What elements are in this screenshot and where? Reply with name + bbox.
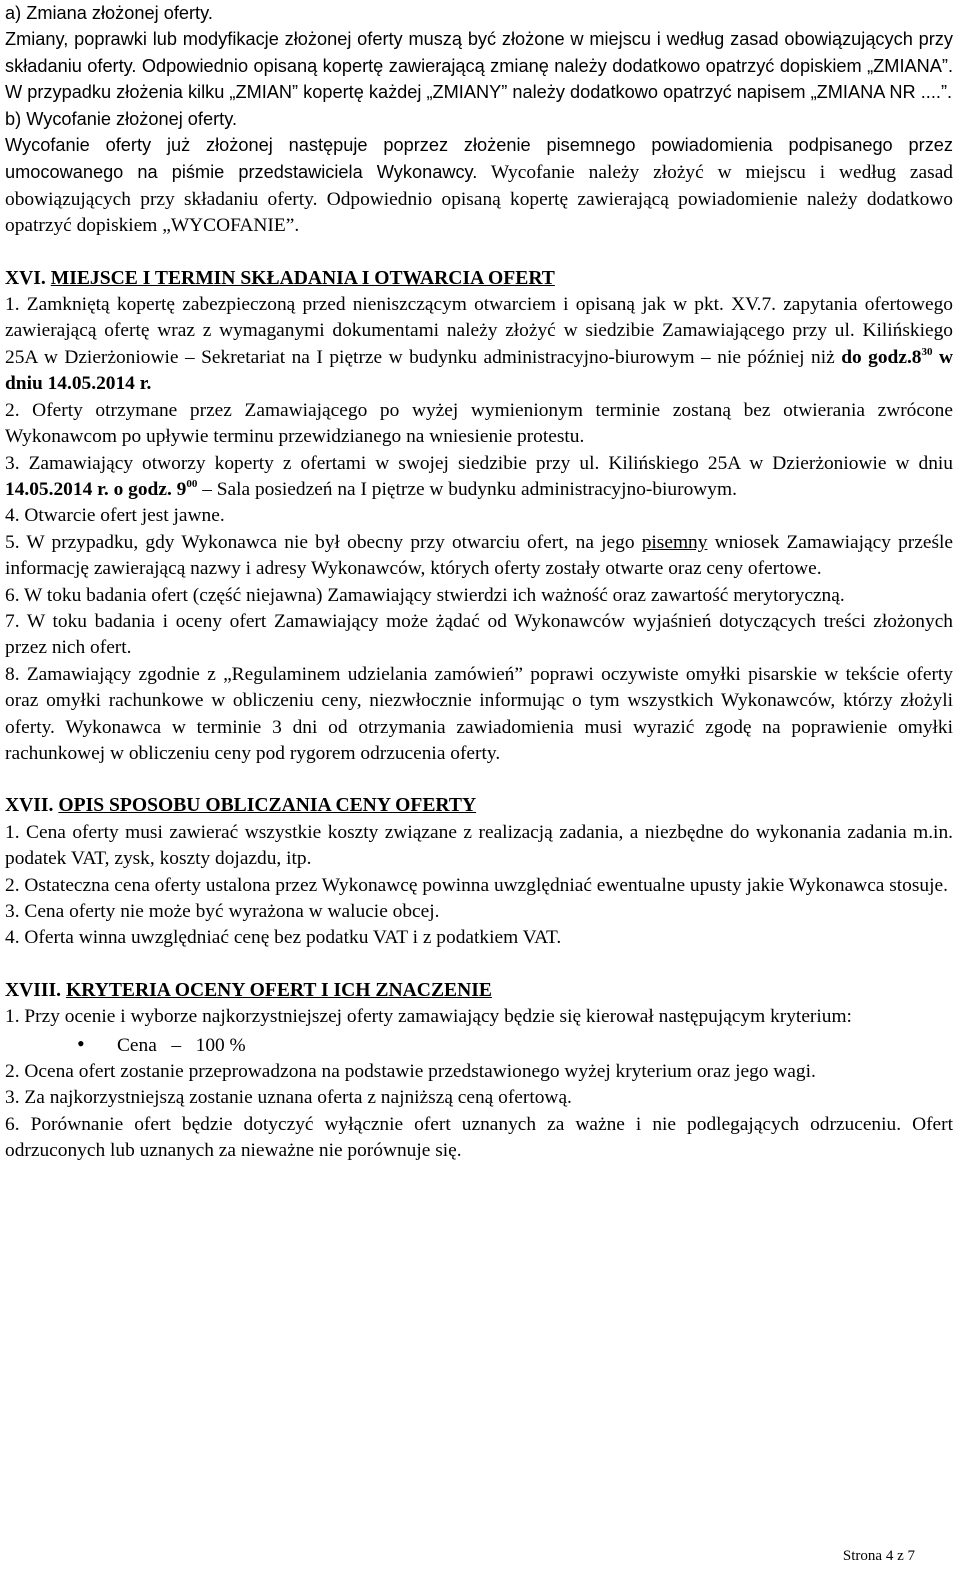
xvi-item-1-text: 1. Zamkniętą kopertę zabezpieczoną przed nieniszczącym otwarciem i opisaną jak w pkt. XV.7. zapytania ofertowego zawierającą ofertę wraz z wymaganymi dokumentami należy złożyć w siedzibie Zamawiającego przy ul. Kilińskiego 25A w Dzierżoniowie – Sekretariat na I piętrze w budynku administracyjno-biurowym – nie później niż [5,294,953,368]
xviii-item-3: 3. Za najkorzystniejszą zostanie uznana oferta z najniższą ceną ofertową. [5,1087,572,1109]
xvi-item-1 [5,292,953,398]
xvi-item-3-location: – Sala posiedzeń na I piętrze w budynku administracyjno-biurowym. [197,478,737,500]
wycofanie-text-sans: Wycofanie oferty już złożonej następuje poprzez złożenie pisemnego powiadomienia podpisanego przez umocowanego na piśmie przedstawiciela Wykonawcy. [5,135,953,183]
xvi-item-3-text: 3. Zamawiający otworzy koperty z ofertami w swojej siedzibie przy ul. Kilińskiego 25A w Dzierżoniowie w dniu [5,452,953,474]
section-xviii-title: KRYTERIA OCENY OFERT I ICH ZNACZENIE [65,979,492,1001]
wycofanie-text-serif: Wycofanie należy złożyć w miejscu i według zasad obowiązujących przy składaniu oferty. Odpowiednio opisaną kopertę zawierającą powiadomienie należy dodatkowo opatrzyć dopiskiem „WYCOFANIE”. [5,162,953,237]
wycofanie-paragraph [5,132,953,240]
xviii-item-6: 6. Porównanie ofert będzie dotyczyć wyłącznie ofert uznanych za ważne i nie podlegających odrzuceniu. Ofert odrzuconych lub uznanych za nieważne nie porównuje się. [5,1113,953,1162]
xvi-item-2: 2. Oferty otrzymane przez Zamawiającego po wyżej wymienionym terminie zostaną bez otwierania zwrócone Wykonawcom po upływie terminu przewidzianego na wniesienie protestu. [5,399,953,448]
section-xvii-title: OPIS SPOSOBU OBLICZANIA CENY OFERTY [58,795,477,817]
xvi-item-8: 8. Zamawiający zgodnie z „Regulaminem udzielania zamówień” poprawi oczywiste omyłki pisarskie w tekście oferty oraz omyłki rachunkowe w obliczeniu ceny, niezwłocznie informując o tym wszystkich Wykonawców, którzy złożyli oferty. Wykonawca w terminie 3 dni od otrzymania zawiadomienia musi wyrazić zgodę na poprawienie omyłki rachunkowej w obliczeniu ceny pod rygorem odrzucenia oferty. [5,663,953,764]
section-xvi-heading [5,266,953,292]
page-number: Strona 4 z 7 [842,1548,915,1564]
xvi-item-3 [5,451,953,504]
xvi-item-7: 7. W toku badania i oceny ofert Zamawiający może żądać od Wykonawców wyjaśnień dotyczących treści złożonych przez nich ofert. [5,610,953,659]
xvii-item-3: 3. Cena oferty nie może być wyrażona w walucie obcej. [5,901,440,922]
xvii-item-1: 1. Cena oferty musi zawierać wszystkie koszty związane z realizacją zadania, a niezbędne do wykonania zadania m.in. podatek VAT, zysk, koszty dojazdu, itp. [5,821,953,870]
section-xvi-title: MIEJSCE I TERMIN SKŁADANIA I OTWARCIA OFERT [50,267,555,289]
xvi-item-6: 6. W toku badania ofert (część niejawna) Zamawiający stwierdzi ich ważność oraz zawartość merytoryczną. [5,584,845,606]
xvii-item-4: 4. Oferta winna uwzględniać cenę bez podatku VAT i z podatkiem VAT. [5,927,562,949]
xvi-item-5-underlined: pisemny [641,531,708,553]
bullet-icon: • [77,1030,85,1056]
section-xvii-number: XVII. [5,795,54,817]
wycofanie-heading: b) Wycofanie złożonej oferty. [5,108,237,129]
xvi-item-4: 4. Otwarcie ofert jest jawne. [5,505,225,527]
section-xviii-number: XVIII. [5,979,62,1001]
section-xvii-heading [5,793,953,819]
xvi-item-3-opening-time: 14.05.2014 r. o godz. $9^{00}$ [5,477,198,500]
xviii-criterion-bullet [5,1031,953,1059]
xvi-item-5: 5. W przypadku, gdy Wykonawca nie był obecny przy otwarciu ofert, na jego pisemny wniosek Zamawiający prześle informację zawierającą nazwy i adresy Wykonawców, których oferty zostały otwarte oraz ceny ofertowe. [5,531,953,580]
xviii-item-1: 1. Przy ocenie i wyborze najkorzystniejszej oferty zamawiający będzie się kierował następującym kryterium: [5,1006,852,1028]
document-body [5,0,953,1165]
zmiana-paragraph: Zmiany, poprawki lub modyfikacje złożonej oferty muszą być złożone w miejscu i według zasad obowiązujących przy składaniu oferty. Odpowiednio opisaną kopertę zawierającą zmianę należy dodatkowo opatrzyć dopiskiem „ZMIANA”. W przypadku złożenia kilku „ZMIAN” kopertę każdej „ZMIANY” należy dodatkowo opatrzyć napisem „ZMIANA NR ....”. [5,29,953,103]
section-xviii-heading [5,978,953,1004]
criterion-price: Cena – 100 % [117,1034,246,1056]
xvii-item-2: 2. Ostateczna cena oferty ustalona przez Wykonawcę powinna uwzględniać ewentualne upusty jakie Wykonawca stosuje. [5,874,948,896]
xviii-item-2: 2. Ocena ofert zostanie przeprowadzona na podstawie przedstawionego wyżej kryterium oraz jego wagi. [5,1061,816,1083]
section-xvi-number: XVI. [5,267,46,289]
zmiana-heading: a) Zmiana złożonej oferty. [5,3,213,23]
xvi-item-1-deadline-time: do $godz.8^{30}$ w dniu 14.05.2014 r. [5,345,953,395]
